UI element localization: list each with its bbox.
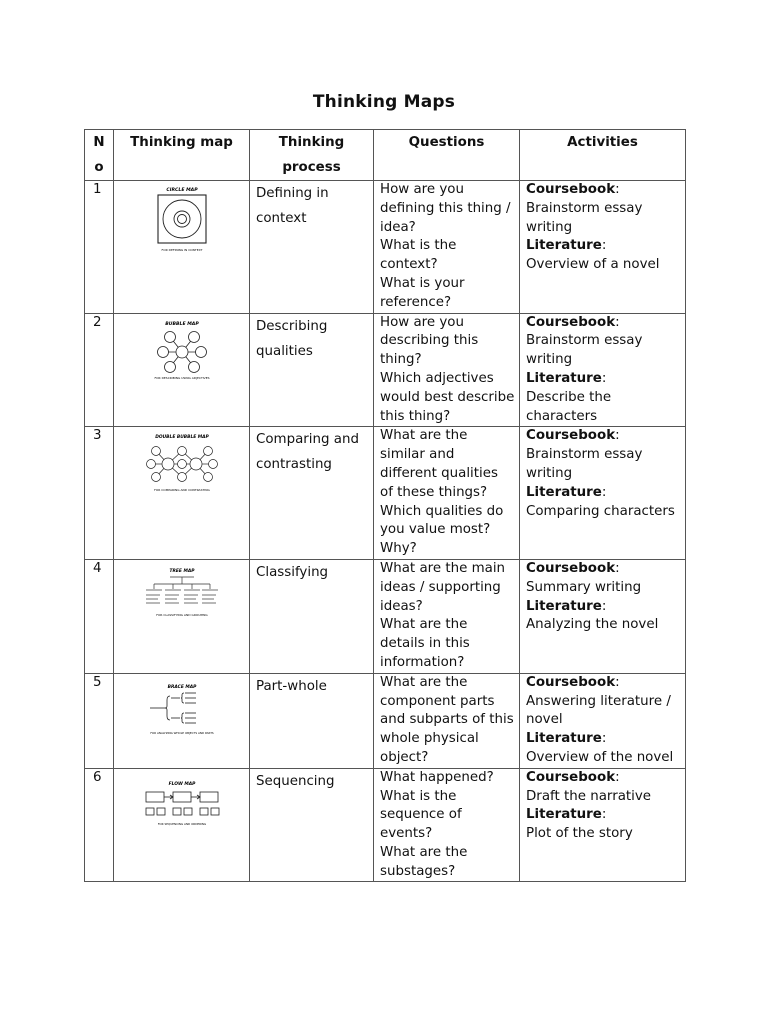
thinking-map-cell — [114, 673, 250, 768]
question: Which qualities do you value most? Why? — [380, 503, 504, 557]
header-thinking-process: Thinking process — [250, 130, 374, 181]
coursebook-activity: Brainstorm essay writing — [526, 447, 643, 481]
thinking-map-cell — [114, 313, 250, 427]
literature-activity: Overview of the novel — [526, 749, 674, 765]
question: What are the similar and different qualities of these things? — [380, 428, 498, 500]
thinking-process: Defining in context — [250, 181, 374, 314]
question: What is the sequence of events? — [380, 788, 462, 842]
literature-label: Literature — [526, 731, 602, 747]
coursebook-label: Coursebook — [526, 314, 616, 330]
brace-map-icon — [138, 678, 226, 738]
coursebook-activity: Brainstorm essay writing — [526, 200, 643, 235]
coursebook-label: Coursebook — [526, 769, 616, 785]
question: How are you defining this thing / idea? — [380, 182, 511, 235]
double-bubble-map-icon — [140, 431, 224, 495]
bubble-map-icon — [146, 318, 218, 382]
activities-cell: Coursebook: Brainstorm essay writing Literature: Describe the characters — [520, 313, 686, 427]
question: What are the main ideas / supporting ideas? — [380, 560, 506, 614]
row-number: 2 — [85, 313, 114, 427]
coursebook-activity: Brainstorm essay writing — [526, 333, 643, 368]
table-row — [85, 768, 686, 882]
questions-cell — [374, 313, 520, 427]
question: What is the context? — [380, 238, 457, 273]
question: How are you describing this thing? — [380, 314, 479, 368]
questions-cell — [374, 673, 520, 768]
literature-activity: Comparing characters — [526, 503, 675, 519]
svg-text:FOR CLASSIFYING AND GROUPING: FOR CLASSIFYING AND GROUPING — [155, 612, 208, 617]
table-row — [85, 427, 686, 560]
literature-activity: Describe the characters — [526, 389, 612, 424]
question: What are the details in this information? — [380, 617, 470, 670]
coursebook-label: Coursebook — [526, 560, 616, 576]
table-row — [85, 181, 686, 314]
literature-activity: Overview of a novel — [526, 257, 660, 273]
header-no: N o — [85, 130, 114, 181]
svg-text:FOR COMPARING AND CONTRASTING: FOR COMPARING AND CONTRASTING — [153, 488, 210, 493]
literature-label: Literature — [526, 598, 602, 614]
coursebook-label: Coursebook — [526, 182, 616, 197]
question: What are the component parts and subparts of this whole physical object? — [380, 674, 514, 765]
literature-label: Literature — [526, 807, 602, 823]
row-number: 5 — [85, 673, 114, 768]
thinking-map-cell — [114, 559, 250, 673]
coursebook-activity: Summary writing — [526, 579, 642, 595]
question: What are the substages? — [380, 844, 468, 879]
question: What is your reference? — [380, 275, 465, 310]
literature-activity: Analyzing the novel — [526, 617, 659, 633]
thinking-process: Comparing and contrasting — [250, 427, 374, 560]
questions-cell — [374, 559, 520, 673]
questions-cell — [374, 181, 520, 314]
row-number: 3 — [85, 427, 114, 560]
questions-cell — [374, 427, 520, 560]
activities-cell: Coursebook: Brainstorm essay writing Literature: Overview of a novel — [520, 181, 686, 314]
row-number: 6 — [85, 768, 114, 882]
literature-label: Literature — [526, 484, 602, 500]
svg-text:TREE MAP: TREE MAP — [169, 568, 194, 574]
coursebook-activity: Answering literature / novel — [526, 693, 671, 728]
page-title: Thinking Maps — [312, 92, 456, 112]
svg-text:FOR DESCRIBING USING ADJECTIVE: FOR DESCRIBING USING ADJECTIVES — [153, 375, 210, 380]
coursebook-label: Coursebook — [526, 428, 616, 444]
flow-map-icon — [138, 773, 226, 835]
row-number: 4 — [85, 559, 114, 673]
thinking-process: Describing qualities — [250, 313, 374, 427]
tree-map-icon — [140, 564, 224, 622]
activities-cell: Coursebook: Brainstorm essay writing Literature: Comparing characters — [520, 427, 686, 560]
thinking-process: Sequencing — [250, 768, 374, 882]
questions-cell — [374, 768, 520, 882]
svg-text:BUBBLE MAP: BUBBLE MAP — [164, 321, 199, 327]
thinking-maps-table — [84, 129, 686, 882]
svg-text:FOR SEQUENCING AND ORDERING: FOR SEQUENCING AND ORDERING — [157, 821, 206, 826]
header-questions: Questions — [374, 130, 520, 181]
circle-map-icon — [146, 185, 218, 255]
activities-cell: Coursebook: Answering literature / novel Literature: Overview of the novel — [520, 673, 686, 768]
thinking-map-cell — [114, 181, 250, 314]
thinking-process: Classifying — [250, 559, 374, 673]
question: What happened? — [380, 769, 494, 785]
header-thinking-map: Thinking map — [114, 130, 250, 181]
row-number: 1 — [85, 181, 114, 314]
coursebook-activity: Draft the narrative — [526, 788, 652, 804]
header-activities: Activities — [520, 130, 686, 181]
question: Which adjectives would best describe this thing? — [380, 370, 515, 424]
svg-text:CIRCLE MAP: CIRCLE MAP — [165, 188, 198, 193]
table-row — [85, 673, 686, 768]
svg-text:DOUBLE BUBBLE MAP: DOUBLE BUBBLE MAP — [154, 435, 209, 441]
svg-text:FOR ANALYZING WHOLE OBJECTS AN: FOR ANALYZING WHOLE OBJECTS AND PARTS — [149, 730, 214, 735]
thinking-map-cell — [114, 427, 250, 560]
thinking-map-cell — [114, 768, 250, 882]
coursebook-label: Coursebook — [526, 674, 616, 690]
table-row — [85, 559, 686, 673]
literature-label: Literature — [526, 370, 602, 386]
literature-activity: Plot of the story — [526, 826, 633, 842]
activities-cell: Coursebook: Draft the narrative Literature: Plot of the story — [520, 768, 686, 882]
header-row — [85, 130, 686, 181]
svg-text:FLOW MAP: FLOW MAP — [168, 781, 195, 787]
svg-text:FOR DEFINING IN CONTEXT: FOR DEFINING IN CONTEXT — [161, 248, 202, 252]
thinking-process: Part-whole — [250, 673, 374, 768]
activities-cell: Coursebook: Summary writing Literature: Analyzing the novel — [520, 559, 686, 673]
literature-label: Literature — [526, 238, 602, 254]
svg-text:BRACE MAP: BRACE MAP — [167, 684, 196, 690]
table-row — [85, 313, 686, 427]
